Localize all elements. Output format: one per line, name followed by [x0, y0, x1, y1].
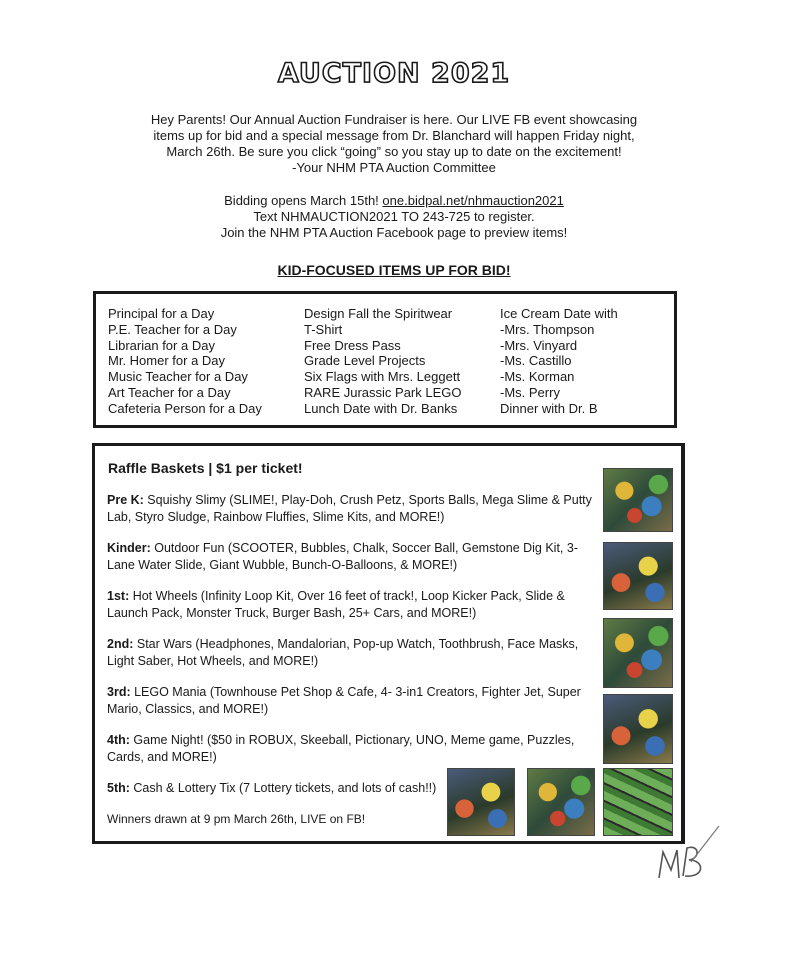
- signature-mark: [653, 822, 723, 892]
- raffle-grade: 1st:: [107, 589, 130, 603]
- list-item: Grade Level Projects: [304, 353, 426, 369]
- list-item: -Ms. Perry: [500, 384, 560, 400]
- kid-items-box: [93, 291, 677, 428]
- raffle-grade: 2nd:: [107, 637, 134, 651]
- raffle-grade: 4th:: [107, 733, 130, 747]
- intro-line: Hey Parents! Our Annual Auction Fundraiser is here. Our LIVE FB event showcasing: [150, 112, 638, 127]
- raffle-box: [92, 443, 685, 844]
- list-item: Cafeteria Person for a Day: [108, 400, 262, 416]
- raffle-grade: 3rd:: [107, 685, 131, 699]
- list-item: Principal for a Day: [108, 306, 215, 321]
- list-item: Ice Cream Date with: [500, 306, 618, 321]
- bidding-info: [90, 193, 698, 241]
- kid-items-column-1: [108, 306, 262, 417]
- first-basket-photo: [603, 618, 673, 688]
- list-item: RARE Jurassic Park LEGO: [304, 384, 462, 400]
- page-title: AUCTION 2021: [277, 58, 511, 89]
- raffle-description: Outdoor Fun (SCOOTER, Bubbles, Chalk, Soccer Ball, Gemstone Dig Kit, 3-Lane Water Slide, Giant Wubble, Bunch-O-Balloons, & MORE!): [107, 541, 578, 572]
- raffle-grade: Pre K:: [107, 493, 144, 507]
- kid-items-column-2: [304, 306, 462, 417]
- raffle-description: Squishy Slimy (SLIME!, Play-Doh, Crush Petz, Sports Balls, Mega Slime & Putty Lab, Styro Sludge, Rainbow Fluffies, Slime Kits, and MORE!): [107, 493, 592, 524]
- raffle-description: Cash & Lottery Tix (7 Lottery tickets, and lots of cash!!): [129, 781, 437, 795]
- fourth-basket-photo: [527, 768, 595, 836]
- list-item: Free Dress Pass: [304, 337, 401, 353]
- list-item: -Ms. Castillo: [500, 353, 572, 369]
- raffle-entry-prek: [107, 492, 595, 525]
- raffle-heading: Raffle Baskets | $1 per ticket!: [108, 460, 303, 476]
- raffle-description: LEGO Mania (Townhouse Pet Shop & Cafe, 4- 3-in1 Creators, Fighter Jet, Super Mario, Classics, and MORE!): [107, 685, 581, 716]
- list-item: -Mrs. Vinyard: [500, 337, 578, 353]
- intro-paragraph: [90, 112, 698, 176]
- list-item: -Ms. Korman: [500, 369, 575, 385]
- second-basket-photo: [603, 694, 673, 764]
- list-item: Art Teacher for a Day: [108, 384, 231, 400]
- list-item: Music Teacher for a Day: [108, 369, 248, 385]
- raffle-entry-2nd: [107, 636, 595, 669]
- bidding-open-text: Bidding opens March 15th!: [224, 193, 383, 208]
- intro-line: items up for bid and a special message from Dr. Blanchard will happen Friday night,: [153, 128, 635, 143]
- list-item: Dinner with Dr. B: [500, 400, 598, 416]
- raffle-entry-5th: [107, 780, 447, 797]
- list-item: Librarian for a Day: [108, 337, 215, 353]
- bidding-open-line: [90, 193, 698, 209]
- raffle-entry-kinder: [107, 540, 595, 573]
- list-item: Design Fall the Spiritwear: [304, 306, 453, 321]
- list-item: Six Flags with Mrs. Leggett: [304, 369, 461, 385]
- raffle-description: Game Night! ($50 in ROBUX, Skeeball, Pictionary, UNO, Meme game, Puzzles, Cards, and MORE!): [107, 733, 575, 764]
- intro-signoff: -Your NHM PTA Auction Committee: [292, 160, 496, 175]
- kinder-basket-photo: [603, 542, 673, 610]
- third-basket-photo: [447, 768, 515, 836]
- bidpal-link[interactable]: one.bidpal.net/nhmauction2021: [382, 193, 564, 208]
- raffle-description: Hot Wheels (Infinity Loop Kit, Over 16 feet of track!, Loop Kicker Pack, Slide & Launch Pack, Monster Truck, Burger Bash, 25+ Cars, and MORE!): [107, 589, 565, 620]
- raffle-entry-1st: [107, 588, 595, 621]
- facebook-line: Join the NHM PTA Auction Facebook page to preview items!: [220, 225, 568, 240]
- list-item: P.E. Teacher for a Day: [108, 321, 237, 337]
- winners-note: Winners drawn at 9 pm March 26th, LIVE on FB!: [107, 812, 366, 826]
- prek-basket-photo: [603, 468, 673, 532]
- raffle-entry-4th: [107, 732, 595, 765]
- raffle-grade: Kinder:: [107, 541, 151, 555]
- kid-items-heading: KID-FOCUSED ITEMS UP FOR BID!: [277, 262, 511, 278]
- raffle-description: Star Wars (Headphones, Mandalorian, Pop-up Watch, Toothbrush, Face Masks, Light Saber, Hot Wheels, and MORE!): [107, 637, 579, 668]
- kid-items-column-3: [500, 306, 618, 417]
- raffle-entry-3rd: [107, 684, 595, 717]
- list-item: -Mrs. Thompson: [500, 321, 595, 337]
- list-item: T-Shirt: [304, 321, 343, 337]
- text-register-line: Text NHMAUCTION2021 TO 243-725 to register.: [253, 209, 535, 224]
- list-item: Mr. Homer for a Day: [108, 353, 226, 369]
- intro-line: March 26th. Be sure you click “going” so you stay up to date on the excitement!: [166, 144, 622, 159]
- raffle-grade: 5th:: [107, 781, 130, 795]
- list-item: Lunch Date with Dr. Banks: [304, 400, 458, 416]
